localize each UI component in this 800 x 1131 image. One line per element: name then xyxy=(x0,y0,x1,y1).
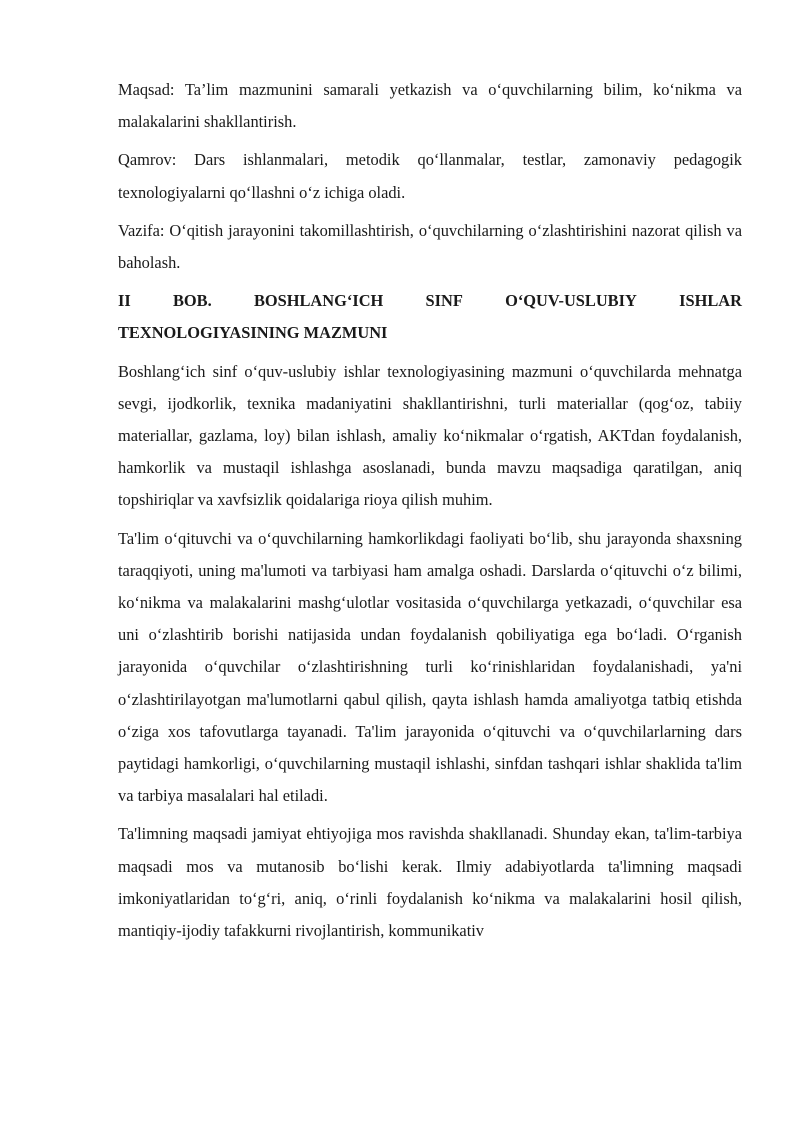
chapter-heading-line1 xyxy=(118,285,742,317)
paragraph-qamrov: Qamrov: Dars ishlanmalari, metodik qo‘llanmalar, testlar, zamonaviy pedagogik texnologiyalarni qo‘llashni o‘z ichiga oladi. xyxy=(118,150,742,202)
chapter-heading xyxy=(118,285,742,349)
heading-word: II xyxy=(118,291,131,311)
heading-word: O‘QUV-USLUBIY xyxy=(505,291,637,311)
paragraph-body-1: Boshlang‘ich sinf o‘quv-uslubiy ishlar texnologiyasining mazmuni o‘quvchilarda mehnatga sevgi, ijodkorlik, texnika madaniyatini shakllantirishni, turli materiallar (qog‘oz, tabiiy materiallar, gazlama, loy) bilan ishlash, amaliy ko‘nikmalar o‘rgatish, AKTdan foydalanish, hamkorlik va mustaqil ishlashga asoslanadi, bunda mavzu maqsadiga qaratilgan, aniq topshiriqlar va xavfsizlik qoidalariga rioya qilish muhim. xyxy=(118,361,742,510)
paragraph-maqsad: Maqsad: Ta’lim mazmunini samarali yetkazish va o‘quvchilarning bilim, ko‘nikma va malakalarini shakllantirish. xyxy=(118,80,742,132)
heading-word: BOB. xyxy=(173,291,212,311)
chapter-heading-line2: TEXNOLOGIYASINING MAZMUNI xyxy=(118,323,388,343)
paragraph-body-2: Ta'lim o‘qituvchi va o‘quvchilarning hamkorlikdagi faoliyati bo‘lib, shu jarayonda shaxsning taraqqiyoti, uning ma'lumoti va tarbiyasi ham amalga oshadi. Darslarda o‘qituvchi o‘z bilimi, ko‘nikma va malakalarini mashg‘ulotlar vositasida o‘quvchilarga yetkazadi, o‘quvchilar esa uni o‘zlashtirib borishi natijasida undan foydalanish qobiliyatiga ega bo‘ladi. O‘rganish jarayonida o‘quvchilar o‘zlashtirishning turli ko‘rinishlaridan foydalanishadi, ya'ni o‘zlashtirilayotgan ma'lumotlarni qabul qilish, qayta ishlash hamda amaliyotga tatbiq etishda o‘ziga xos tafovutlarga tayanadi. Ta'lim jarayonida o‘qituvchi va o‘quvchilarlarning dars paytidagi hamkorligi, o‘quvchilarning mustaqil ishlashi, sinfdan tashqari ishlar shaklida ta'lim va tarbiya masalalari hal etiladi. xyxy=(118,528,742,806)
paragraph-body-3: Ta'limning maqsadi jamiyat ehtiyojiga mos ravishda shakllanadi. Shunday ekan, ta'lim-tarbiya maqsadi mos va mutanosib bo‘lishi kerak. Ilmiy adabiyotlarda ta'limning maqsadi imkoniyatlaridan to‘g‘ri, aniq, o‘rinli foydalanish ko‘nikma va malakalarini hosil qilish, mantiqiy-ijodiy tafakkurni rivojlantirish, kommunikativ xyxy=(118,824,742,941)
heading-word: SINF xyxy=(425,291,463,311)
heading-word: BOSHLANG‘ICH xyxy=(253,291,384,311)
paragraph-vazifa: Vazifa: O‘qitish jarayonini takomillashtirish, o‘quvchilarning o‘zlashtirishini nazorat qilish va baholash. xyxy=(118,220,742,273)
heading-word: ISHLAR xyxy=(679,291,742,311)
document-page xyxy=(118,74,742,953)
